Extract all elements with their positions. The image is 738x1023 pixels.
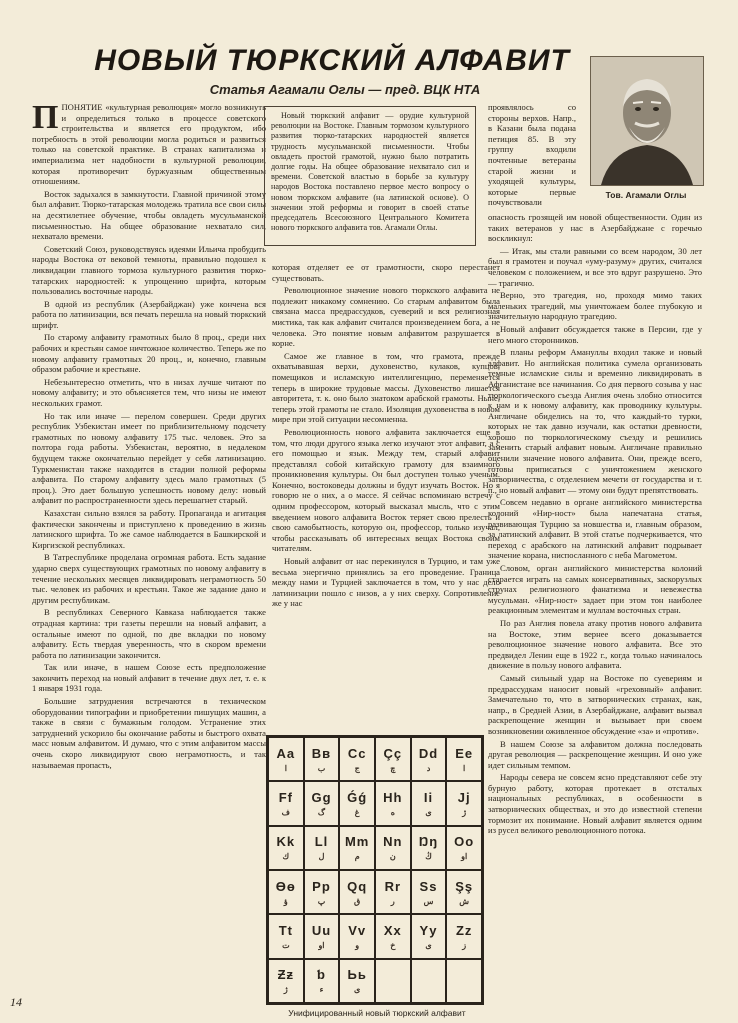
alphabet-latin-letter: Tt bbox=[278, 922, 293, 938]
alphabet-latin-letter: Pp bbox=[312, 878, 331, 894]
col1-paragraph: Советский Союз, руководствуясь идеями Ильича пробудить народы Востока от вековой темноты, правильно подошел к ликвидации главного тормоза культурного развития тюрко-татарских народностей: к упрощению шрифта, которым пользовались восточные народы. bbox=[32, 243, 266, 297]
alphabet-arabic-letter: و bbox=[355, 940, 360, 950]
col1-paragraph: Небезынтересно отметить, что в низах лучше читают по новому алфавиту; и это объясняется тем, что низы не имеют нескольких грамот. bbox=[32, 376, 266, 409]
alphabet-cell bbox=[446, 781, 482, 825]
col1-paragraph: Так или иначе, в нашем Союзе есть предположение закончить переход на новый алфавит в течение двух лет, т. е. к 1 января 1931 года. bbox=[32, 662, 266, 694]
column-3-top bbox=[488, 102, 576, 210]
alphabet-latin-letter: Gg bbox=[311, 789, 332, 805]
alphabet-cell bbox=[375, 914, 411, 958]
article-subtitle: Статья Агамали Оглы — пред. ВЦК НТА bbox=[209, 82, 481, 97]
alphabet-arabic-letter: د bbox=[426, 763, 431, 773]
alphabet-cell bbox=[446, 737, 482, 781]
drop-cap: П bbox=[32, 102, 59, 136]
alphabet-latin-letter: Ee bbox=[455, 745, 474, 761]
alphabet-latin-letter: Ŋŋ bbox=[418, 834, 439, 850]
alphabet-arabic-letter: او bbox=[318, 940, 325, 950]
alphabet-latin-letter: Oo bbox=[454, 834, 475, 850]
alphabet-latin-letter: Çç bbox=[383, 745, 403, 761]
alphabet-cell bbox=[446, 959, 482, 1003]
alphabet-arabic-letter: ش bbox=[459, 896, 470, 906]
alphabet-latin-letter: Ƶƶ bbox=[277, 967, 295, 983]
alphabet-latin-letter: Uu bbox=[311, 922, 332, 938]
alphabet-latin-letter: Xx bbox=[383, 922, 402, 938]
alphabet-table bbox=[266, 735, 484, 1005]
alphabet-latin-letter: Ьь bbox=[347, 967, 367, 983]
alphabet-cell bbox=[268, 959, 304, 1003]
alphabet-cell bbox=[268, 826, 304, 870]
col1-paragraph bbox=[32, 102, 266, 187]
col2-paragraph: Революционность нового алфавита заключается еще в том, что люди другого языка легко изучают этот алфавит, а с его помощью и язык. Между тем, старый алфавит представлял собой китайскую грамоту для взаимного проникновения культуры. Он был доступен только ученым. Конечно, востоковеды должны и будут изучать Восток. Но я говорю не о них, а о массе. Я сейчас вспоминаю встречу с одним профессором, который высказал мысль, что с этим введением нового алфавита Восток теряет свою прелесть и свою самобытность, которую он, профессор, только изучал, чтобы рассказывать об интересных вещах Востока своим читателям. bbox=[272, 426, 500, 554]
alphabet-cell bbox=[411, 870, 447, 914]
alphabet-cell bbox=[339, 959, 375, 1003]
alphabet-cell bbox=[411, 737, 447, 781]
alphabet-cell bbox=[339, 826, 375, 870]
alphabet-arabic-letter: م bbox=[354, 852, 360, 862]
col1-paragraph: Казахстан сильно взялся за работу. Пропаганда и агитация фактически закончены и приступлено к проведению в жизнь латинского шрифта. То же самое наблюдается в Башкирской и Киргизской республиках. bbox=[32, 507, 266, 550]
col2-paragraph: Революционное значение нового тюркского алфавита не подлежит никакому сомнению. Со старым алфавитом была связана масса предрассудков, суеверий и вся религиозная мистика, так как алфавит считался произведением бога, а не человека. Это понятие новым алфавитом разрушается в корне. bbox=[272, 285, 500, 349]
col1-paragraph: Восток задыхался в замкнутости. Главной причиной этому был алфавит. Тюрко-татарская молодежь тратила все свои силы на десятилетнее обучение, чтобы овладеть мусульманской письменностью. На общее образование нехватало сил, нехватало времени. bbox=[32, 188, 266, 242]
alphabet-cell bbox=[304, 914, 340, 958]
alphabet-latin-letter: Yy bbox=[419, 922, 438, 938]
alphabet-arabic-letter: ء bbox=[319, 985, 324, 995]
alphabet-arabic-letter: ج bbox=[354, 763, 360, 773]
alphabet-arabic-letter: ى bbox=[354, 985, 361, 995]
alphabet-cell bbox=[339, 870, 375, 914]
col1-paragraph: В одной из республик (Азербайджан) уже кончена вся работа по латинизации, вся печать перешла на новый тюркский шрифт. bbox=[32, 298, 266, 330]
alphabet-arabic-letter: ه bbox=[390, 807, 395, 817]
alphabet-latin-letter: Qq bbox=[347, 878, 368, 894]
alphabet-cell bbox=[375, 870, 411, 914]
alphabet-latin-letter: Ff bbox=[278, 789, 293, 805]
col4-paragraph: Словом, орган английского министерства колоний старается играть на самых консервативных, заскорузлых струнах религиозного фанатизма и невежества мусульман. «Нир-ност» задает при этом тон наиболее реакционным элементам и муллам восточных стран. bbox=[488, 563, 702, 616]
alphabet-arabic-letter: غ bbox=[354, 807, 360, 817]
alphabet-latin-letter: Cc bbox=[347, 745, 367, 761]
alphabet-latin-letter: Vv bbox=[348, 922, 367, 938]
col4-paragraph: По раз Англия повела атаку против нового алфавита на Востоке, этим вернее всего доказывается революционное значение нового алфавита. Все это предвидел Ленин еще в 1922 г., когда только начиналось движение в пользу нового алфавита. bbox=[488, 617, 702, 671]
alphabet-cell bbox=[411, 959, 447, 1003]
alphabet-cell bbox=[304, 826, 340, 870]
col1-paragraph: В Татреспублике проделана огромная работа. Есть задание ударно сверх существующих грамотных по новому алфавиту в течение нескольких месяцев ликвидировать неграмотность 50 тыс. человек из рабочих и крестьян. Такое же задание дано и другим республикам. bbox=[32, 552, 266, 605]
col4-paragraph: Новый алфавит обсуждается также в Персии, где у него много сторонников. bbox=[488, 323, 702, 345]
alphabet-cell bbox=[411, 914, 447, 958]
col2-paragraph: Новый алфавит от нас перекинулся в Турцию, и там уже весьма энергично принялись за его проведение. Граница между нами и Турцией заключается в том, что у нас дело латинизации пошло с низов, а у них сверху. Сопротивление же у нас bbox=[272, 556, 500, 609]
alphabet-cell bbox=[304, 959, 340, 1003]
alphabet-cell bbox=[304, 737, 340, 781]
alphabet-arabic-letter: او bbox=[461, 852, 468, 862]
article-title: НОВЫЙ ТЮРКСКИЙ АЛФАВИТ bbox=[94, 44, 570, 77]
alphabet-arabic-letter: ت bbox=[282, 940, 290, 950]
col4-paragraph: В планы реформ Амануллы входил также и новый алфавит. Но английская политика сумела организовать темные исламские силы и временно ликвидировать в Афганистане все начинания. Со дня первого созыва у нас тюркологического съезда Англия очень злобно относится к нам и к новому алфавиту, как проводнику культуры. Англичане обиделись на то, что каждый-то турки, которых не так давно изучали, как остатки древности, хорошо по тюркологическому съезду и решились заменить старый алфавит новым. Англичане правильно оценили значение нового алфавита. Они, прежде всего, готовы приписаться с уничтожением женского затворничества, с отделением мечети от государства и т. п., но новый алфавит — этому они будут препятствовать. bbox=[488, 347, 702, 495]
alphabet-cell bbox=[375, 959, 411, 1003]
alphabet-latin-letter: Ii bbox=[423, 789, 434, 805]
alphabet-cell bbox=[339, 737, 375, 781]
col2-paragraph: Самое же главное в том, что грамота, прежде охватывавшая верхи, духовенство, кулаков, купцов, помещиков и исламскую интеллигенцию, переменяется теперь в широкие трудовые массы. Духовенство лишается авторитета, т. к. оно было знатоком арабской грамоты. Ныне, теперь этой грамоты не стало. Изоляция духовенства в новом мире при этой ситуации несомненна. bbox=[272, 350, 500, 425]
alphabet-arabic-letter: س bbox=[423, 896, 434, 906]
col4-paragraph: Верно, это трагедия, но, проходя мимо таких маленьких трагедий, мы уничтожаем более глубокую и значительную народную трагедию. bbox=[488, 290, 702, 322]
alphabet-arabic-letter: ڭ bbox=[425, 852, 432, 862]
col1-paragraph: Но так или иначе — перелом совершен. Среди других республик Узбекистан имеет по приблизительному подсчету грамотных по новому алфавиту 175 тыс. человек. Это за полтора года работы. Узбекистан, вероятно, в недалеком будущем также окончательно перейдет у себя латинизацию. Туркменистан также находится в стадии полной реформы алфавита. По старому алфавиту здесь мало грамотных (5 проц.). Это дает большую успешность новому делу: новый алфавит по распространенности здесь перешагнет старый. bbox=[32, 410, 266, 506]
col2-paragraph: которая отделяет ее от грамотности, скоро перестанет существовать. bbox=[272, 262, 500, 283]
col3-paragraph: проявлялось со стороны верхов. Напр., в Казани была подана петиция 85. В эту группу входили почтенные ветераны старой жизни и уходящей культуры, которые первые почувствовали bbox=[488, 102, 576, 208]
col4-paragraph: В нашем Союзе за алфавитом должна последовать другая революция — раскрепощение женщин. И оно уже идет сильным темпом. bbox=[488, 738, 702, 770]
alphabet-cell bbox=[375, 781, 411, 825]
alphabet-cell bbox=[411, 781, 447, 825]
alphabet-cell bbox=[339, 914, 375, 958]
alphabet-latin-letter: Kk bbox=[276, 834, 296, 850]
alphabet-arabic-letter: ر bbox=[390, 896, 395, 906]
alphabet-latin-letter: ƅ bbox=[317, 967, 326, 983]
alphabet-caption: Унифицированный новый тюркский алфавит bbox=[288, 1008, 466, 1018]
portrait-caption: Тов. Агамали Оглы bbox=[605, 190, 687, 200]
alphabet-latin-letter: Aa bbox=[276, 745, 296, 761]
editorial-note-box: Новый тюркский алфавит — орудие культурной революции на Востоке. Главным тормозом культурного развития тюрко-татарских народностей является трудность мусульманской письменности. Чтобы овладеть простой грамотой, нужно было потратить долгие годы. На общее образование нехватало сил и времени. Советской властью в борьбе за культуру народов Востока поставлено первое место вопросу о новом тюркском алфавите (на латинской основе). О значении этой реформы и говорит в своей статье председатель Всесоюзного Центрального Комитета нового тюркского алфавита тов. Агамали Оглы. bbox=[264, 106, 476, 246]
alphabet-cell bbox=[446, 914, 482, 958]
col1-text-0: ПОНЯТИЕ «культурная революция» могло возникнуть и определиться только в процессе советского строительства и является его продуктом, ибо потребность в этой революции могла родиться и развиться только на советской практике. В странах капитализма и империализма нет надобности в культурной революции, которая противоречит буржуазным общественным отношениям. bbox=[32, 102, 266, 187]
alphabet-arabic-letter: ا bbox=[284, 763, 287, 773]
alphabet-arabic-letter: چ bbox=[390, 763, 396, 773]
alphabet-cell bbox=[304, 870, 340, 914]
col1-paragraph: Большие затруднения встречаются в техническом оборудовании типографии и приобретении пишущих машин, а также в связи с бумажным голодом. Устранение этих затруднений ускорило бы окончание работы и быстрого охвата масс новым алфавитом. И думаю, что с этим алфавитом массы очень скоро ликвидируют свою неграмотность, и так называемая пропасть, bbox=[32, 696, 266, 770]
alphabet-latin-letter: Jj bbox=[457, 789, 471, 805]
alphabet-latin-letter: Bв bbox=[311, 745, 332, 761]
alphabet-arabic-letter: ز bbox=[462, 940, 467, 950]
alphabet-cell bbox=[304, 781, 340, 825]
alphabet-arabic-letter: ا bbox=[463, 763, 466, 773]
alphabet-cell bbox=[268, 737, 304, 781]
alphabet-latin-letter: Nn bbox=[383, 834, 403, 850]
col1-paragraph: В республиках Северного Кавказа наблюдается также отрадная картина: три газеты перешли на новый алфавит, а остальные имеют по одной, по две вкладки по новому алфавиту. Есть твердая уверенность, что в скором времени работа по латинизации закончится. bbox=[32, 607, 266, 660]
col4-paragraph: опасность грозящей им новой общественности. Один из таких ветеранов у нас в Азербайджане с горечью воскликнул: bbox=[488, 212, 702, 244]
col1-paragraph: По старому алфавиту грамотных было 8 проц., среди них рабочих и крестьян самое ничтожное количество. Теперь же по новому алфавиту грамотных 20 проц., и, конечно, главным образом рабочие и крестьяне. bbox=[32, 332, 266, 375]
alphabet-arabic-letter: ل bbox=[318, 852, 325, 862]
alphabet-latin-letter: Şş bbox=[455, 878, 474, 894]
alphabet-latin-letter: Rr bbox=[384, 878, 402, 894]
alphabet-arabic-letter: ن bbox=[389, 852, 396, 862]
portrait-image bbox=[591, 57, 703, 185]
alphabet-arabic-letter: ف bbox=[281, 807, 290, 817]
page-number: 14 bbox=[10, 995, 22, 1009]
alphabet-latin-letter: Ss bbox=[419, 878, 438, 894]
portrait-photo bbox=[590, 56, 704, 186]
alphabet-latin-letter: Ǵǵ bbox=[347, 789, 368, 805]
col4-paragraph: Совсем недавно в органе английского министерства колоний «Нир-ност» была напечатана статья, развивающая Турцию за новшества и, главным образом, за латинский алфавит. В этой статье подчеркивается, что переход с арабского на латинский алфавит подрывает значение корана, ниспосланного с неба Магометом. bbox=[488, 497, 702, 561]
alphabet-latin-letter: Ɵɵ bbox=[275, 878, 296, 894]
alphabet-latin-letter: Dd bbox=[418, 745, 439, 761]
col4-paragraph: — Итак, мы стали равными со всем народом, 30 лет был я грамотен и поучал «уму-разуму» других, считался человеком с положением, и все это вдруг разрушено. Это — трагично. bbox=[488, 245, 702, 288]
alphabet-arabic-letter: ى bbox=[425, 807, 432, 817]
alphabet-latin-letter: Zz bbox=[455, 922, 473, 938]
alphabet-cell bbox=[268, 781, 304, 825]
alphabet-cell bbox=[339, 781, 375, 825]
alphabet-arabic-letter: گ bbox=[317, 807, 326, 817]
column-2 bbox=[272, 262, 500, 732]
alphabet-arabic-letter: ژ bbox=[283, 985, 288, 995]
alphabet-latin-letter: Hh bbox=[383, 789, 403, 805]
alphabet-arabic-letter: ب bbox=[317, 763, 326, 773]
alphabet-cell bbox=[411, 826, 447, 870]
alphabet-arabic-letter: ؤ bbox=[283, 896, 288, 906]
col4-paragraph: Самый сильный удар на Востоке по суевериям и предрассудкам наносит новый «греховный» алфавит. Замечательно то, что в затворнических странах, как, напр., в Средней Азии, в Азербайджане, алфавит вызвал раскрепощение женщин и вызывает при своем возникновении оживленное обсуждение «за» и «против». bbox=[488, 672, 702, 736]
alphabet-arabic-letter: پ bbox=[317, 896, 326, 906]
alphabet-cell bbox=[268, 870, 304, 914]
alphabet-cell bbox=[446, 870, 482, 914]
alphabet-cell bbox=[375, 737, 411, 781]
alphabet-latin-letter: Mm bbox=[344, 834, 370, 850]
alphabet-arabic-letter: ى bbox=[425, 940, 432, 950]
column-3 bbox=[488, 212, 702, 1007]
alphabet-latin-letter: Ll bbox=[314, 834, 329, 850]
alphabet-arabic-letter: خ bbox=[390, 940, 396, 950]
alphabet-arabic-letter: ژ bbox=[462, 807, 467, 817]
alphabet-cell bbox=[375, 826, 411, 870]
alphabet-arabic-letter: ك bbox=[282, 852, 290, 862]
alphabet-arabic-letter: ق bbox=[354, 896, 361, 906]
col4-paragraph: Народы севера не совсем ясно представляют себе эту бурную работу, которая протекает в отсталых национальных республиках, в особенности в затворнических обществах, и это до известной степени тормозит их понимание. Новый алфавит является одним из русел великого революционного потока. bbox=[488, 772, 702, 836]
column-1 bbox=[32, 102, 266, 1002]
alphabet-cell bbox=[446, 826, 482, 870]
alphabet-cell bbox=[268, 914, 304, 958]
